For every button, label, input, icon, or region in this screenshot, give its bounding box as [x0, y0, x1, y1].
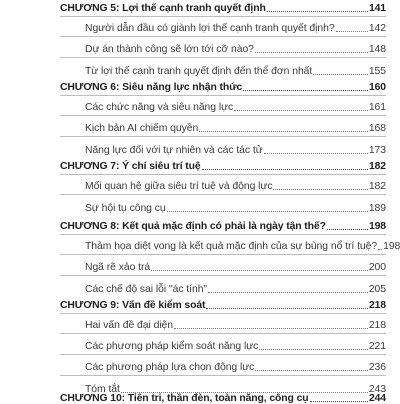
dot-leader [151, 270, 368, 271]
dot-leader [267, 11, 368, 12]
section-page-number: 200 [368, 262, 386, 273]
dot-leader [243, 90, 368, 91]
section-title: Các chế độ sai lỗi "ác tính" [85, 284, 208, 295]
dot-leader [378, 249, 382, 250]
section-entry[interactable] [60, 137, 386, 158]
section-entry[interactable] [60, 355, 386, 376]
chapter-entry[interactable] [60, 0, 386, 14]
dot-leader [313, 74, 368, 75]
section-page-number: 161 [368, 102, 386, 113]
dot-leader [264, 153, 368, 154]
dot-leader [273, 189, 367, 190]
section-entry[interactable] [60, 175, 386, 195]
dot-leader [259, 349, 368, 350]
section-list [60, 313, 386, 397]
chapter-title: CHƯƠNG 6: Siêu năng lực nhận thức [60, 82, 243, 93]
section-page-number: 243 [368, 384, 386, 395]
section-title: Từ lợi thế cạnh tranh quyết định đến thể đơn nhất [85, 66, 313, 77]
section-entry[interactable] [60, 334, 386, 355]
chapter-entry[interactable] [60, 216, 386, 232]
section-page-number: 182 [368, 181, 386, 192]
toc-chapter [60, 216, 400, 297]
section-title: Các phương pháp kiểm soát năng lực [85, 341, 259, 352]
section-entry[interactable] [60, 195, 386, 216]
section-list [60, 234, 400, 297]
section-page-number: 173 [368, 145, 386, 156]
dot-leader [208, 292, 368, 293]
section-title: Các phương pháp lựa chọn động lực [85, 362, 255, 373]
section-page-number: 148 [368, 44, 386, 55]
toc-chapter [60, 156, 386, 216]
chapter-page-number: 160 [368, 82, 386, 93]
section-title: Dự án thành công sẽ lớn tới cỡ nào? [85, 44, 254, 55]
toc-chapter [60, 295, 386, 397]
section-title: Các chức năng và siêu năng lực [85, 102, 234, 113]
section-title: Sự hội tụ công cụ [85, 203, 166, 214]
toc-chapter [60, 0, 386, 79]
section-title: Tóm tắt [85, 384, 120, 395]
chapter-title: CHƯƠNG 10: Tiên tri, thần đèn, toàn năng, công cụ [60, 393, 309, 404]
section-entry[interactable] [60, 314, 386, 334]
dot-leader [234, 110, 368, 111]
chapter-page-number: 182 [368, 161, 386, 172]
section-entry[interactable] [60, 58, 386, 79]
chapter-title: CHƯƠNG 9: Vấn đề kiểm soát [60, 300, 206, 311]
section-page-number: 198 [383, 241, 400, 252]
toc-chapter [60, 388, 386, 404]
section-title: Thảm họa diệt vong là kết quả mặc định của sự bùng nổ trí tuệ? [85, 241, 378, 252]
chapter-entry[interactable] [60, 295, 386, 311]
section-page-number: 142 [368, 23, 386, 34]
section-entry[interactable] [60, 17, 386, 37]
section-page-number: 236 [368, 362, 386, 373]
section-entry[interactable] [60, 116, 386, 137]
dot-leader [327, 229, 368, 230]
toc-chapter [60, 77, 386, 158]
chapter-entry[interactable] [60, 156, 386, 172]
chapter-page-number: 141 [368, 3, 386, 14]
dot-leader [167, 211, 368, 212]
chapter-page-number: 244 [368, 393, 386, 404]
section-list [60, 174, 386, 216]
section-list [60, 16, 386, 79]
section-title: Người dẫn đầu có giành lợi thế cạnh tranh quyết định? [85, 23, 335, 34]
chapter-title: CHƯƠNG 7: Ý chí siêu trí tuệ [60, 161, 201, 172]
chapter-page-number: 218 [368, 300, 386, 311]
section-entry[interactable] [60, 255, 386, 276]
section-entry[interactable] [60, 37, 386, 58]
chapter-page-number: 198 [368, 221, 386, 232]
section-page-number: 155 [368, 66, 386, 77]
section-list [60, 95, 386, 158]
section-title: Năng lực đối với tự nhiên và các tác tử [85, 145, 263, 156]
section-title: Kịch bản AI chiếm quyền [85, 123, 199, 134]
section-entry[interactable] [60, 96, 386, 116]
chapter-title: CHƯƠNG 8: Kết quả mặc định có phải là ngày tận thế? [60, 221, 326, 232]
dot-leader [336, 31, 368, 32]
dot-leader [199, 131, 368, 132]
section-page-number: 168 [368, 123, 386, 134]
dot-leader [174, 328, 368, 329]
section-title: Ngã rẽ xảo trá [85, 262, 151, 273]
section-entry[interactable] [60, 235, 400, 255]
chapter-entry[interactable] [60, 77, 386, 93]
section-page-number: 218 [368, 320, 386, 331]
section-entry[interactable] [60, 276, 386, 297]
section-page-number: 205 [368, 284, 386, 295]
chapter-entry[interactable] [60, 388, 386, 404]
section-page-number: 189 [368, 203, 386, 214]
dot-leader [206, 308, 368, 309]
dot-leader [310, 401, 368, 402]
dot-leader [255, 370, 368, 371]
section-title: Mối quan hệ giữa siêu trí tuệ và động lực [85, 181, 273, 192]
section-title: Hai vấn đề đại diện [85, 320, 174, 331]
dot-leader [202, 169, 368, 170]
chapter-title: CHƯƠNG 5: Lợi thế cạnh tranh quyết định [60, 3, 266, 14]
dot-leader [255, 52, 368, 53]
section-page-number: 221 [368, 341, 386, 352]
